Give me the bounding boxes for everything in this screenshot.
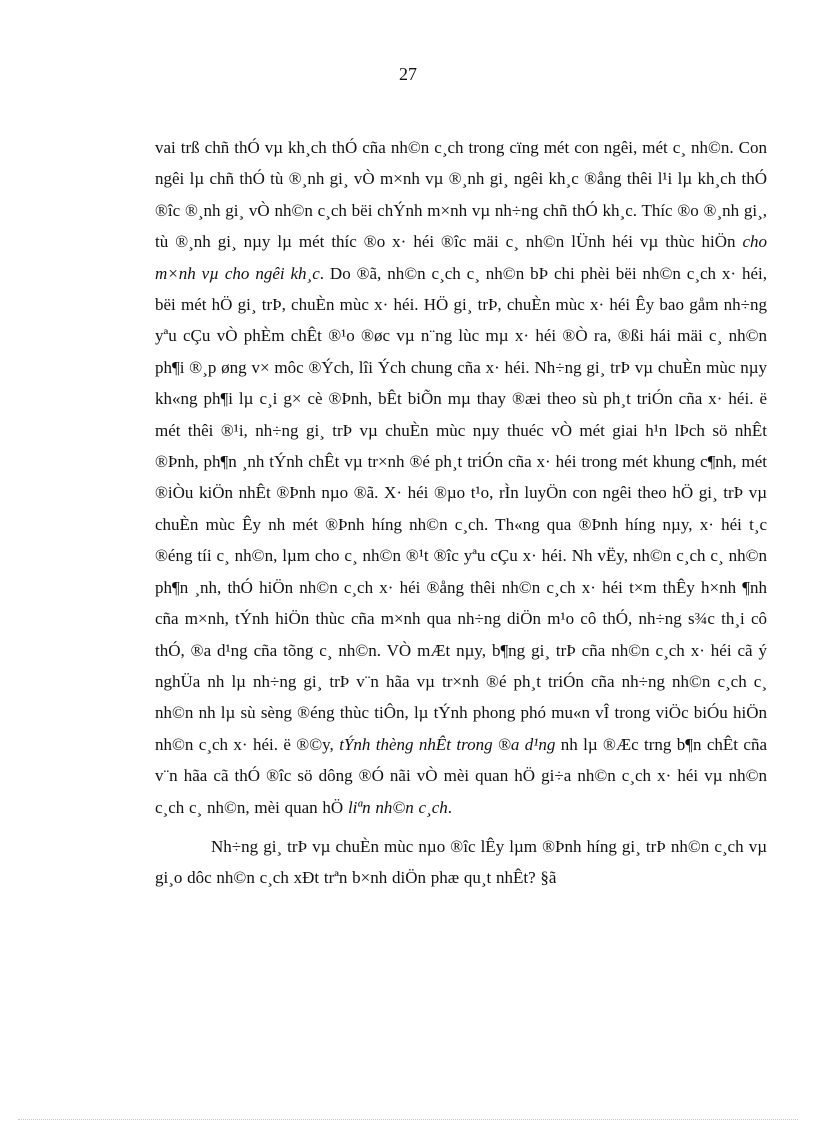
paragraph-1-text-b: . Do ®ã, nh©n c¸ch c¸ nh©n bÞ chi phèi bëi nh©n c¸ch x· héi, bëi mét hÖ gi¸ trÞ, chuÈn mùc x· héi. HÖ gi¸ trÞ, chuÈn mùc x· héi Êy bao gåm nh÷ng yªu cÇu vÒ phÈm chÊt ®¹o ®øc vµ n¨ng lùc mµ x· héi ®Ò ra, ®ßi hái mäi c¸ nh©n ph¶i ®¸p øng v× môc ®Ých, lîi Ých chung cña x· héi. Nh÷ng gi¸ trÞ vµ chuÈn mùc nµy kh«ng ph¶i lµ c¸i g× cè ®Þnh, bÊt biÕn mµ thay ®æi theo sù ph¸t triÓn cña x· héi. ë mét thêi ®¹i, nh÷ng gi¸ trÞ vµ chuÈn mùc nµy thuéc vÒ mét giai h¹n lÞch sö nhÊt ®Þnh, ph¶n ¸nh tÝnh chÊt vµ tr×nh ®é ph¸t triÓn cña x· héi trong mét khung c¶nh, mét ®iÒu kiÖn nhÊt ®Þnh nµo ®ã. X· héi ®µo t¹o, rÌn luyÖn con ngêi theo hÖ gi¸ trÞ vµ chuÈn mùc Êy nh mét ®Þnh híng nh©n c¸ch. Th«ng qua ®Þnh híng nµy, x· héi t¸c ®éng tíi c¸ nh©n, lµm cho c¸ nh©n ®¹t ®îc yªu cÇu x· héi. Nh vËy, nh©n c¸ch c¸ nh©n ph¶n ¸nh, thÓ hiÖn nh©n c¸ch x· héi ®ång thêi nh©n c¸ch x· héi t×m thÊy h×nh ¶nh cña m×nh, tÝnh hiÖn thùc cña m×nh qua nh÷ng diÖn m¹o cô thÓ, nh÷ng s¾c th¸i cô thÓ, ®a d¹ng cña tõng c¸ nh©n. VÒ mÆt nµy, b¶ng gi¸ trÞ cña nh©n c¸ch x· héi cã ý nghÜa nh lµ nh÷ng gi¸ trÞ v¨n hãa vµ tr×nh ®é ph¸t triÓn cña nh÷ng nh©n c¸ch c¸ nh©n nh lµ sù sèng ®éng thùc tiÔn, lµ tÝnh phong phó mu«n vÎ trong viÖc biÓu hiÖn nh©n c¸ch x· héi. ë ®©y, — [155, 263, 768, 754]
body-text — [155, 132, 767, 894]
paragraph-1-emphasis-b: tÝnh thèng nhÊt trong ®a d¹ng — [339, 734, 556, 754]
paragraph-1-text-c: nh lµ ®Æc trng b¶n chÊt cña v¨n hãa cã thÓ ®îc sö dông ®Ó nãi vÒ mèi quan hÖ gi÷a nh©n c¸ch x· héi vµ nh©n c¸ch c¸ nh©n, mèi quan hÖ — [155, 734, 768, 817]
paragraph-1 — [155, 132, 767, 823]
paragraph-1-emphasis-c: liªn nh©n c¸ch — [347, 797, 448, 817]
paragraph-2 — [155, 831, 767, 894]
paragraph-1-text-a: vai trß chñ thÓ vµ kh¸ch thÓ cña nh©n c¸ch trong cïng mét con ngêi, mét c¸ nh©n. Con ngêi lµ chñ thÓ tù ®¸nh gi¸ vÒ m×nh vµ ®¸nh gi¸ ngêi kh¸c ®ång thêi l¹i lµ kh¸ch thÓ ®îc ®¸nh gi¸ vÒ nh©n c¸ch bëi chÝnh m×nh vµ nh÷ng chñ thÓ kh¸c. Thíc ®o ®¸nh gi¸, tù ®¸nh gi¸ nµy lµ mét thíc ®o x· héi ®îc mäi c¸ nh©n lÜnh héi vµ thùc hiÖn — [155, 138, 767, 252]
paragraph-1-text-d: . — [447, 797, 453, 817]
page-bottom-rule — [18, 1119, 798, 1120]
page-number: 27 — [399, 64, 417, 84]
paragraph-1-emphasis-a: cho m×nh vµ cho ngêi kh¸c — [155, 232, 767, 283]
paragraph-2-text: Nh÷ng gi¸ trÞ vµ chuÈn mùc nµo ®îc lÊy lµm ®Þnh híng gi¸ trÞ nh©n c¸ch vµ gi¸o dôc nh©n c¸ch xÐt trªn b×nh diÖn phæ qu¸t nhÊt? §ã — [155, 836, 767, 888]
